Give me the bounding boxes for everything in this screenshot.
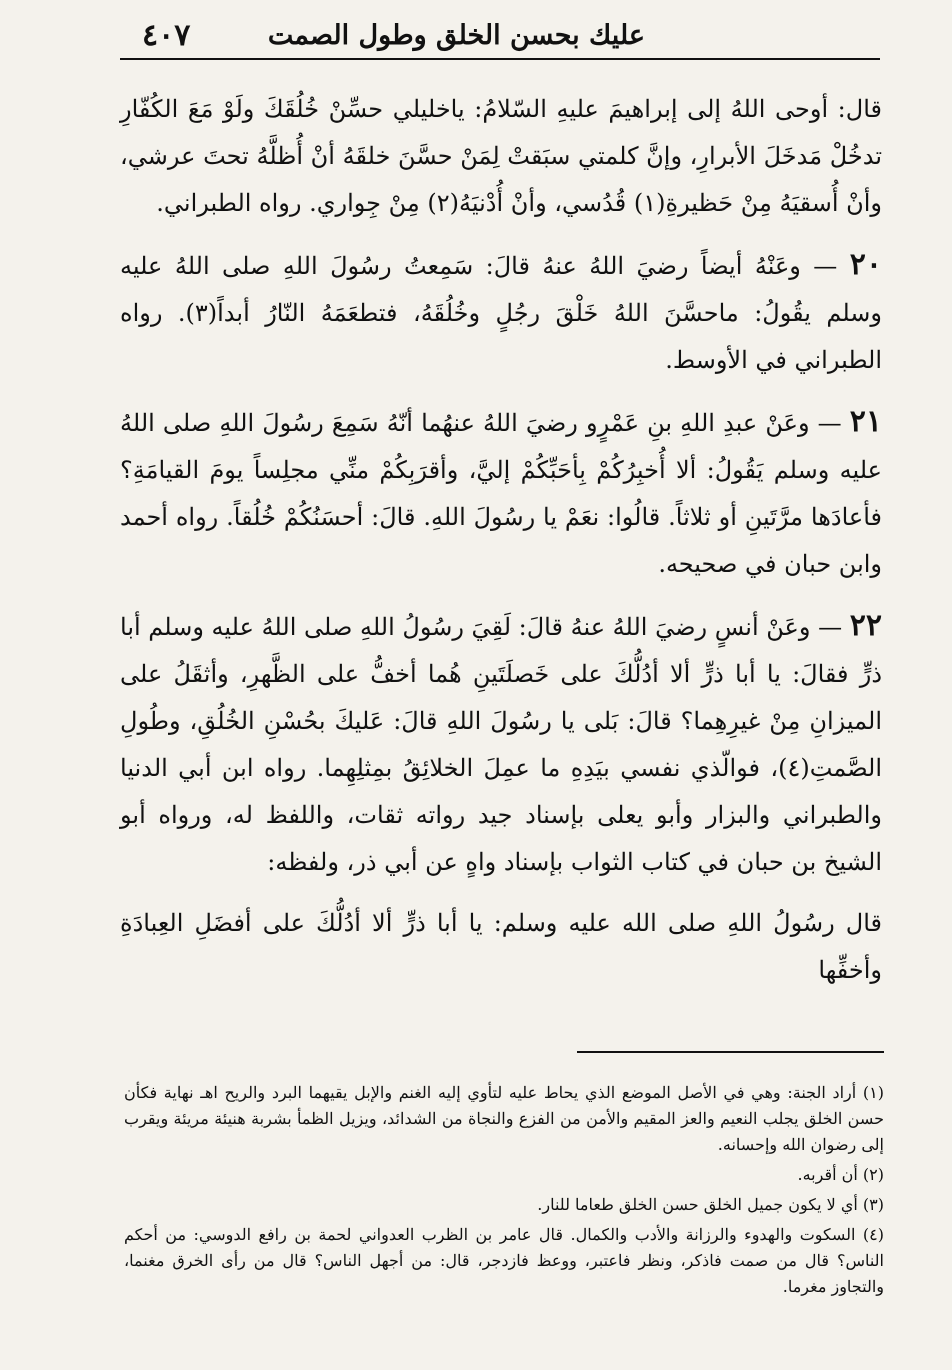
hadith-21 <box>120 398 882 588</box>
paragraph-text: قال رسُولُ اللهِ صلى الله عليه وسلم: يا أبا ذرٍّ ألا أدُلُّكَ على أفضَلِ العِبادَةِ وأخفِّها <box>120 909 882 984</box>
footnotes <box>124 1080 884 1360</box>
footnote-4: (٤) السكوت والهدوء والرزانة والأدب والكمال. قال عامر بن الظرب العدواني لحمة بن رافع الدوسي: من أحكم الناس؟ قال من صمت فاذكر، ونظر فاعتبر، ووعظ فازدجر، قال: من أجهل الناس؟ قال من رأى الخرق مغنما، والتجاوز مغرما. <box>124 1225 884 1296</box>
page-header <box>120 14 880 60</box>
paragraph-text: — وعَنْ أنسٍ رضيَ اللهُ عنهُ قالَ: لَقِيَ رسُولُ اللهِ صلى اللهُ عليه وسلم أبا ذرٍّ فقالَ: يا أبا ذرٍّ ألا أدُلُّكَ على خَصلَتَينِ هُما أخفُّ على الظَّهرِ، وأثقَلُ على الميزانِ مِنْ غيرِهِما؟ قالَ: بَلى يا رسُولَ اللهِ قالَ: عَليكَ بحُسْنِ الخُلُقِ، وطُولِ الصَّمتِ(٤)، فوالّذي نفسي بيَدِهِ ما عمِلَ الخلائِقُ بمِثلِهِما. رواه ابن أبي الدنيا والطبراني والبزار وأبو يعلى بإسناد جيد رواته ثقات، واللفظ له، ورواه أبو الشيخ بن حبان في كتاب الثواب بإسناد واهٍ عن أبي ذر، ولفظه: <box>120 613 883 876</box>
hadith-number: ٢١ <box>849 404 882 439</box>
paragraph-text: — وعَنْ عبدِ اللهِ بنِ عَمْرٍو رضيَ اللهُ عنهُما أنّهُ سَمِعَ رسُولَ اللهِ صلى اللهُ عليه وسلم يَقُولُ: ألا أُخبِرُكُمْ بِأحَبِّكُمْ إليَّ، وأقرَبِكُمْ منِّي مجلِساً يومَ القيامَةِ؟ فأعادَها مرَّتَينِ أو ثلاثاً. قالُوا: نعَمْ يا رسُولَ اللهِ. قالَ: أحسَنُكُمْ خُلُقاً. رواه أحمد وابن حبان في صحيحه. <box>120 409 882 578</box>
footnote-3: (٣) أي لا يكون جميل الخلق حسن الخلق طعاما للنار. <box>537 1195 884 1214</box>
hadith-number: ٢٢ <box>849 608 882 643</box>
hadith-22 <box>120 602 882 886</box>
paragraph-text: — وعَنْهُ أيضاً رضيَ اللهُ عنهُ قالَ: سَمِعتُ رسُولَ اللهِ صلى اللهُ عليه وسلم يقُولُ: ماحسَّنَ اللهُ خَلْقَ رجُلٍ وخُلُقَهُ، فتطعَمَهُ النّارُ أبداً(٣). رواه الطبراني في الأوسط. <box>120 252 883 374</box>
main-text <box>120 86 882 1026</box>
page-number: ٤٠٧ <box>142 18 191 53</box>
paragraph-continuation <box>120 900 882 994</box>
running-title: عليك بحسن الخلق وطول الصمت <box>267 20 645 51</box>
footnote-2: (٢) أن أقربه. <box>797 1165 884 1184</box>
hadith-number: ٢٠ <box>849 247 882 282</box>
paragraph-text: قال: أوحى اللهُ إلى إبراهيمَ عليهِ السّلامُ: ياخليلي حسِّنْ خُلُقَكَ ولَوْ مَعَ الكُفّارِ تدخُلْ مَدخَلَ الأبرارِ، وإنَّ كلمتي سبَقتْ لِمَنْ حسَّنَ خلقَهُ أنْ أُظلَّهُ تحتَ عرشي، وأنْ أُسقيَهُ مِنْ حَظيرةِ(١) قُدُسي، وأنْ أُدْنيَهُ(٢) مِنْ جِواري. رواه الطبراني. <box>120 95 882 217</box>
hadith-20 <box>120 241 882 384</box>
paragraph-intro <box>120 86 882 227</box>
footnote-separator <box>577 1051 884 1053</box>
footnote-1: (١) أراد الجنة: وهي في الأصل الموضع الذي يحاط عليه لتأوي إليه الغنم والإبل يقيهما البرد والريح اهـ نهاية فكأن حسن الخلق يجلب النعيم والعز المقيم والأمن من الفزع والنجاة من الشدائد، ويزيل الظمأ بشربة هنيئة مريئة ويقرب إلى رضوان الله وإحسانه. <box>124 1083 885 1154</box>
